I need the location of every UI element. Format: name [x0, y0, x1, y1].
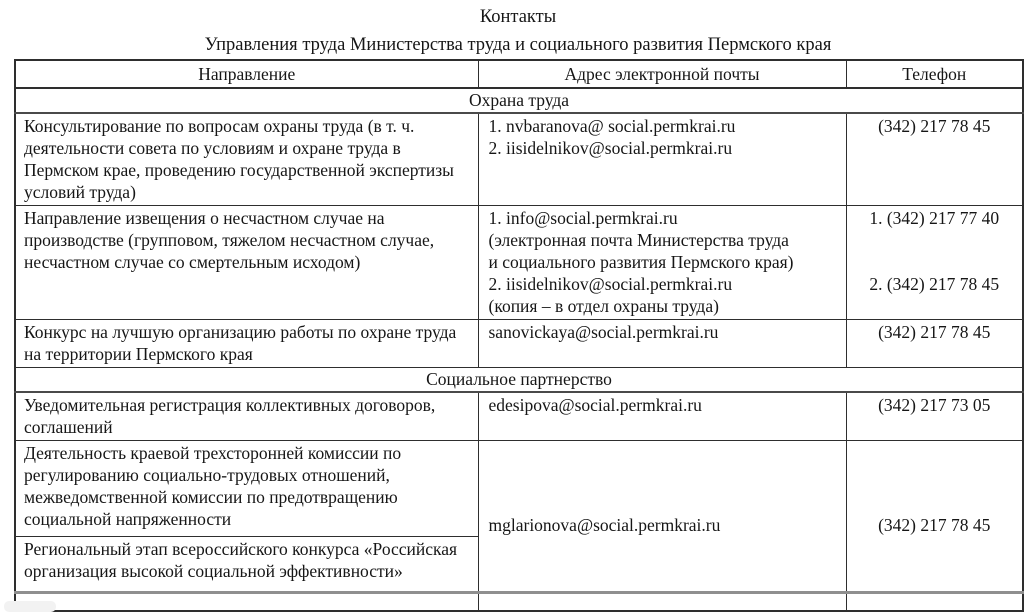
phone-number: (342) 217 78 45 [878, 322, 991, 342]
column-header-phone: Телефон [846, 60, 1023, 88]
email-cell [478, 392, 846, 441]
email-cell-merged [478, 441, 846, 611]
table-row [15, 113, 1023, 206]
column-header-email: Адрес электронной почты [478, 60, 846, 88]
page-subtitle: Управления труда Министерства труда и социального развития Пермского края [204, 35, 832, 55]
column-header-direction: Направление [15, 60, 478, 88]
section-title-okhrana-truda: Охрана труда [15, 88, 1023, 113]
title-block [0, 5, 1036, 57]
phone-number: (342) 217 78 45 [878, 116, 991, 136]
email-note: (электронная почта Министерства труда [488, 230, 789, 250]
email-note: и социального развития Пермского края) [488, 252, 794, 272]
phone-cell-merged [846, 441, 1023, 611]
section-row [15, 368, 1023, 393]
email-address: 1. info@social.permkrai.ru [488, 208, 678, 228]
page-title: Контакты [479, 7, 557, 27]
direction-cell: Региональный этап всероссийского конкурса «Российская организация высокой социальной эффективности» [15, 537, 478, 611]
direction-cell: Конкурс на лучшую организацию работы по охране труда на территории Пермского края [15, 320, 478, 368]
direction-cell: Уведомительная регистрация коллективных договоров, соглашений [15, 392, 478, 441]
phone-number: 1. (342) 217 77 40 [869, 208, 1000, 228]
table-bottom-border [14, 591, 1024, 594]
phone-cell [846, 392, 1023, 441]
direction-cell: Направление извещения о несчастном случае на производстве (групповом, тяжелом несчастном случае, несчастном случае со смертельным исходом) [15, 206, 478, 320]
table-row [15, 441, 1023, 537]
section-row [15, 88, 1023, 113]
email-address: 2. iisidelnikov@social.permkrai.ru [488, 138, 733, 158]
table-row [15, 320, 1023, 368]
phone-number: (342) 217 78 45 [878, 514, 991, 535]
section-title-sotsialnoe-partnerstvo: Социальное партнерство [15, 368, 1023, 393]
phone-cell [846, 206, 1023, 320]
header-row [15, 60, 1023, 88]
email-cell [478, 206, 846, 320]
email-note: (копия – в отдел охраны труда) [488, 296, 719, 316]
email-address: 2. iisidelnikov@social.permkrai.ru [488, 274, 733, 294]
phone-cell [846, 320, 1023, 368]
contacts-table [14, 59, 1024, 612]
corner-artifact [4, 601, 56, 612]
phone-number: 2. (342) 217 78 45 [869, 274, 1000, 294]
email-cell [478, 113, 846, 206]
email-address: edesipova@social.permkrai.ru [488, 395, 702, 415]
email-cell [478, 320, 846, 368]
email-address: sanovickaya@social.permkrai.ru [488, 322, 719, 342]
direction-cell: Консультирование по вопросам охраны труда (в т. ч. деятельности совета по условиям и охране труда в Пермском крае, проведению государственной экспертизы условий труда) [15, 113, 478, 206]
direction-cell: Деятельность краевой трехсторонней комиссии по регулированию социально-трудовых отношений, межведомственной комиссии по предотвращению социальной напряженности [15, 441, 478, 537]
table-row [15, 206, 1023, 320]
phone-cell [846, 113, 1023, 206]
email-address: 1. nvbaranova@ social.permkrai.ru [488, 116, 736, 136]
phone-number: (342) 217 73 05 [878, 395, 991, 415]
email-address: mglarionova@social.permkrai.ru [488, 514, 721, 535]
table-row [15, 392, 1023, 441]
